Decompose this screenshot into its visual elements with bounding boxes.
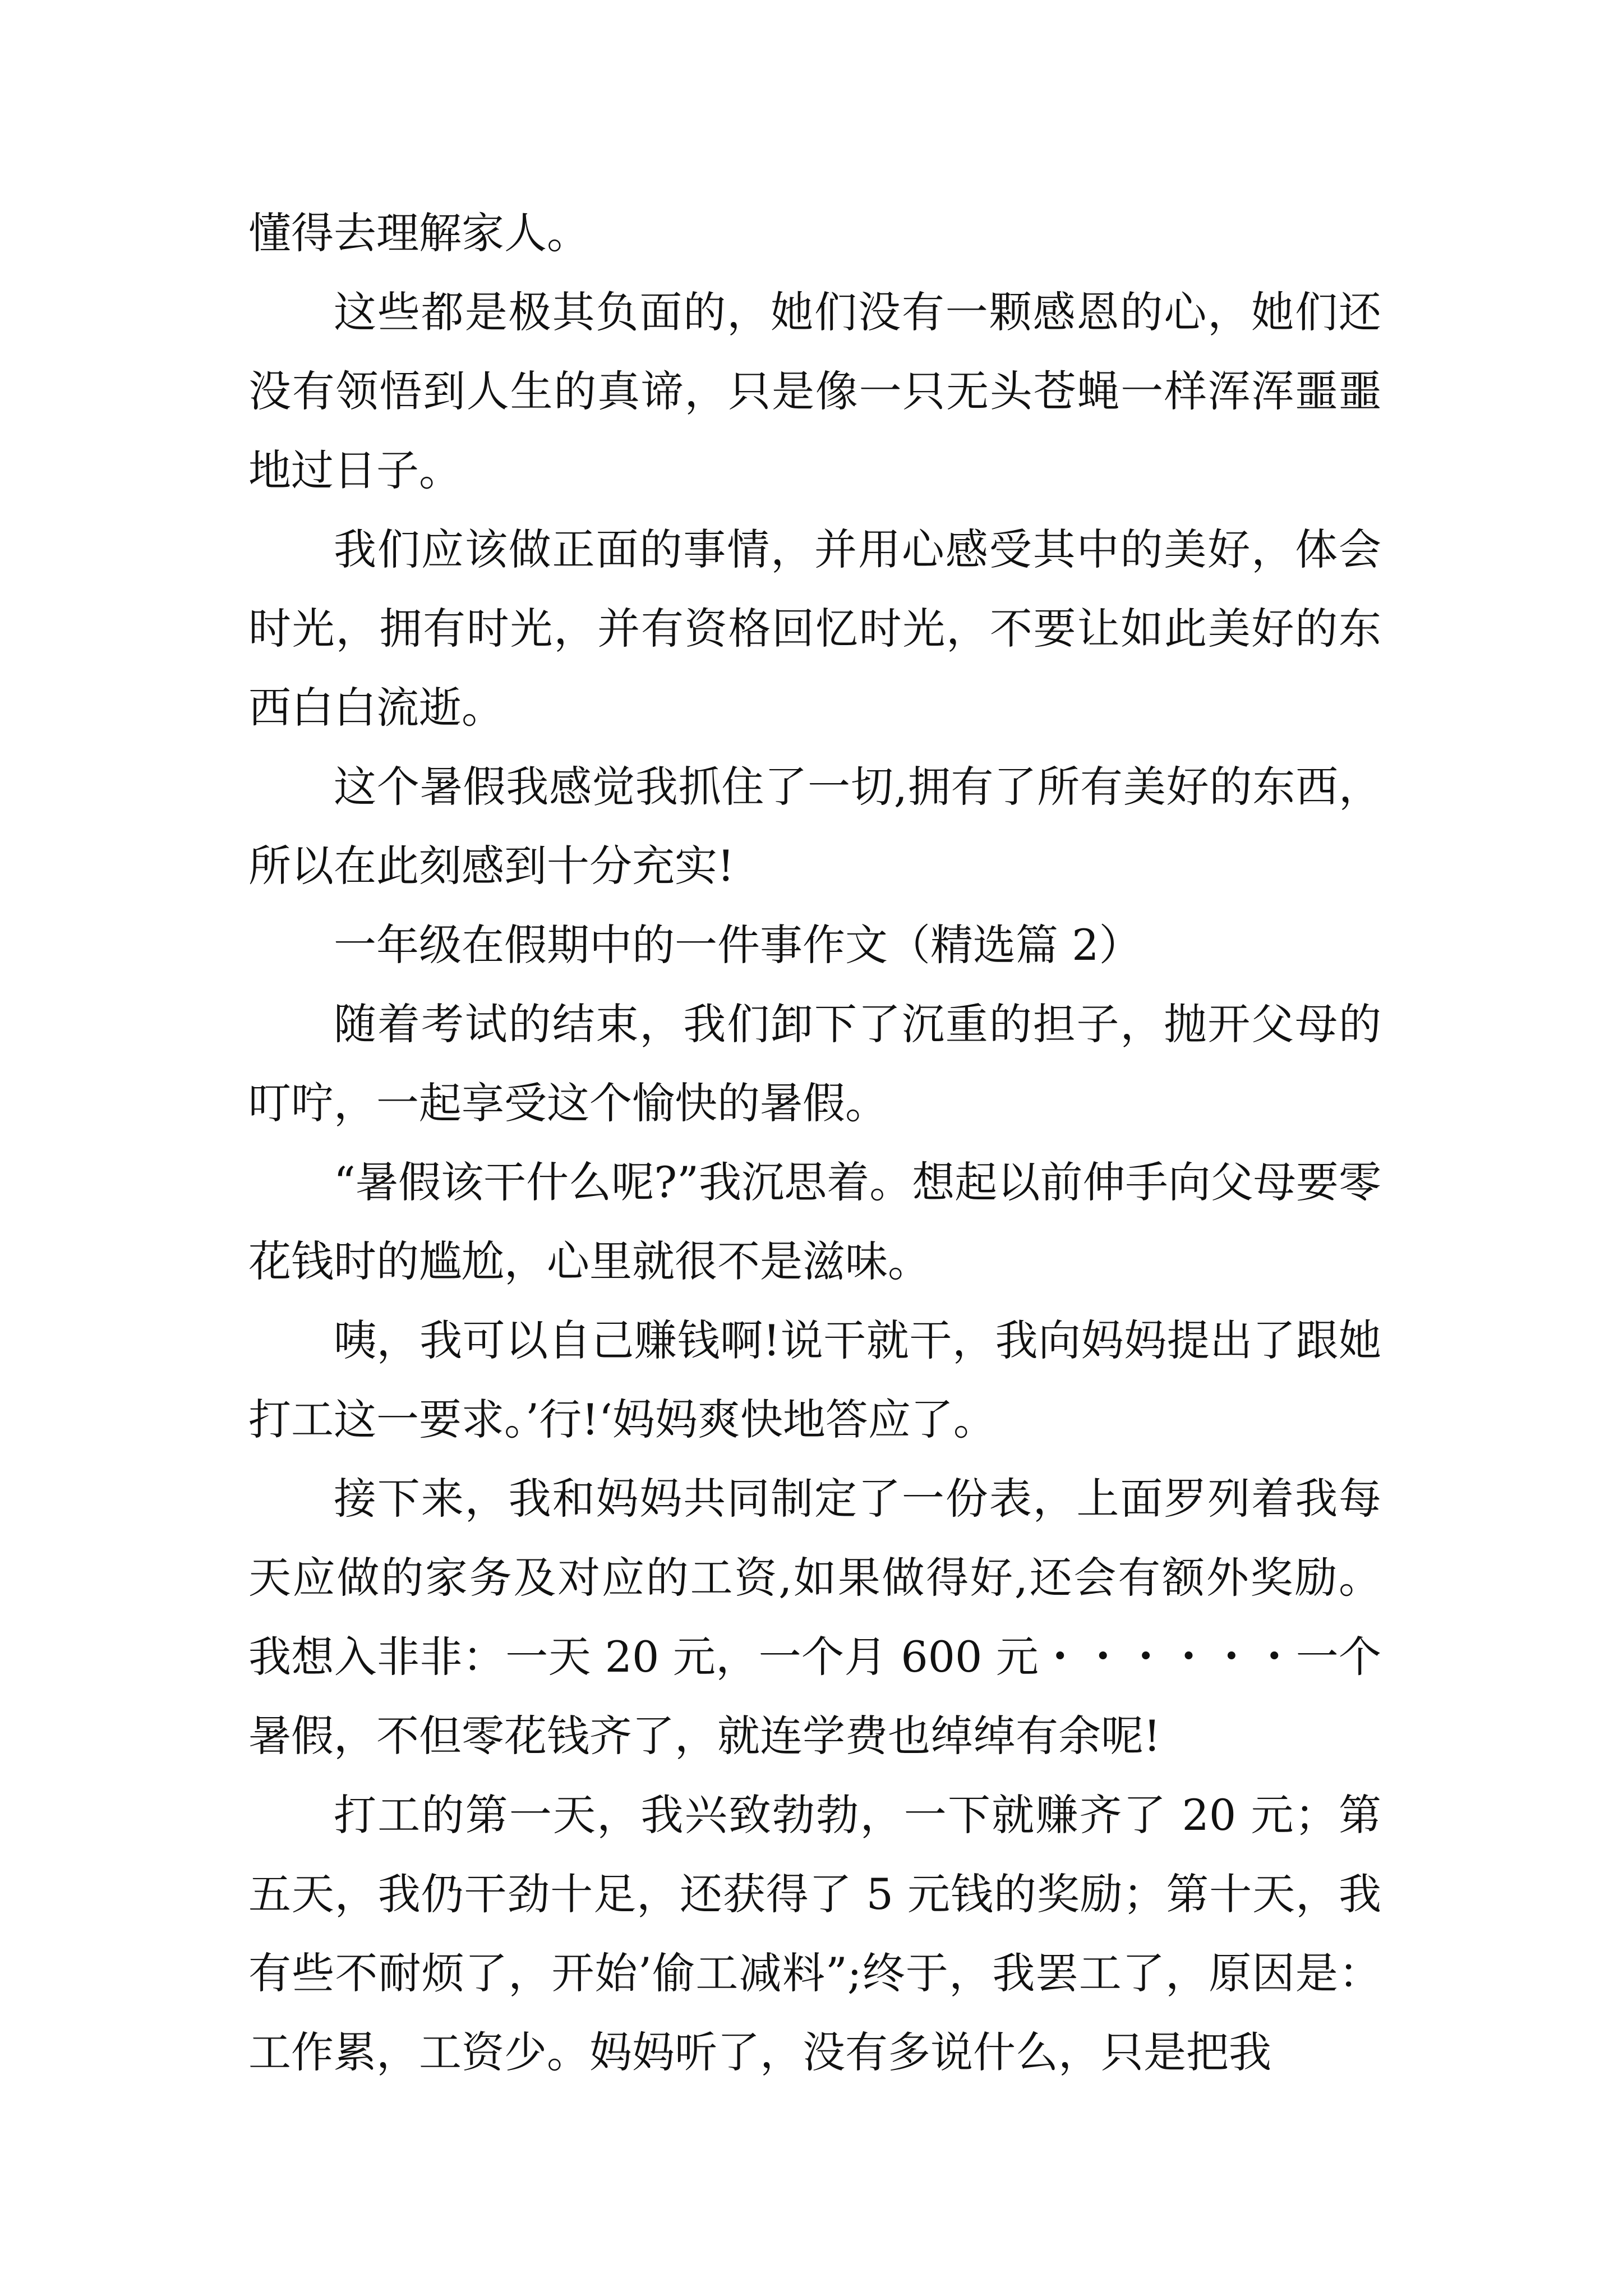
- paragraph: 我们应该做正面的事情，并用心感受其中的美好，体会时光，拥有时光，并有资格回忆时光，不要让如此美好的东西白白流逝。: [248, 524, 1381, 733]
- paragraph: “暑假该干什么呢?”我沉思着。想起以前伸手向父母要零花钱时的尴尬，心里就很不是滋味。: [248, 1157, 1381, 1286]
- paragraph: 接下来，我和妈妈共同制定了一份表，上面罗列着我每天应做的家务及对应的工资,如果做得好,还会有额外奖励。我想入非非：一天 20 元，一个月 600 元・・・・・・一个暑假，不但零花钱齐了，就连学费也绰绰有余呢!: [248, 1474, 1381, 1761]
- section-heading: 一年级在假期中的一件事作文（精选篇 2）: [334, 920, 1142, 970]
- paragraph: 咦，我可以自己赚钱啊!说干就干，我向妈妈提出了跟她打工这一要求。’行!‘妈妈爽快地答应了。: [248, 1315, 1381, 1444]
- paragraph: 打工的第一天，我兴致勃勃，一下就赚齐了 20 元；第五天，我仍干劲十足，还获得了 5 元钱的奖励；第十天，我有些不耐烦了，开始’偷工减料”;终于，我罢工了，原因是：工作累，工资少。妈妈听了，没有多说什么，只是把我: [248, 1790, 1381, 2077]
- document-body: [248, 194, 1381, 2092]
- paragraph: 随着考试的结束，我们卸下了沉重的担子，抛开父母的叮咛，一起享受这个愉快的暑假。: [248, 999, 1381, 1128]
- paragraph: 这个暑假我感觉我抓住了一切,拥有了所有美好的东西，所以在此刻感到十分充实!: [248, 762, 1381, 891]
- paragraph: 懂得去理解家人。: [248, 208, 589, 258]
- paragraph: 这些都是极其负面的，她们没有一颗感恩的心，她们还没有领悟到人生的真谛，只是像一只无头苍蝇一样浑浑噩噩地过日子。: [248, 287, 1381, 495]
